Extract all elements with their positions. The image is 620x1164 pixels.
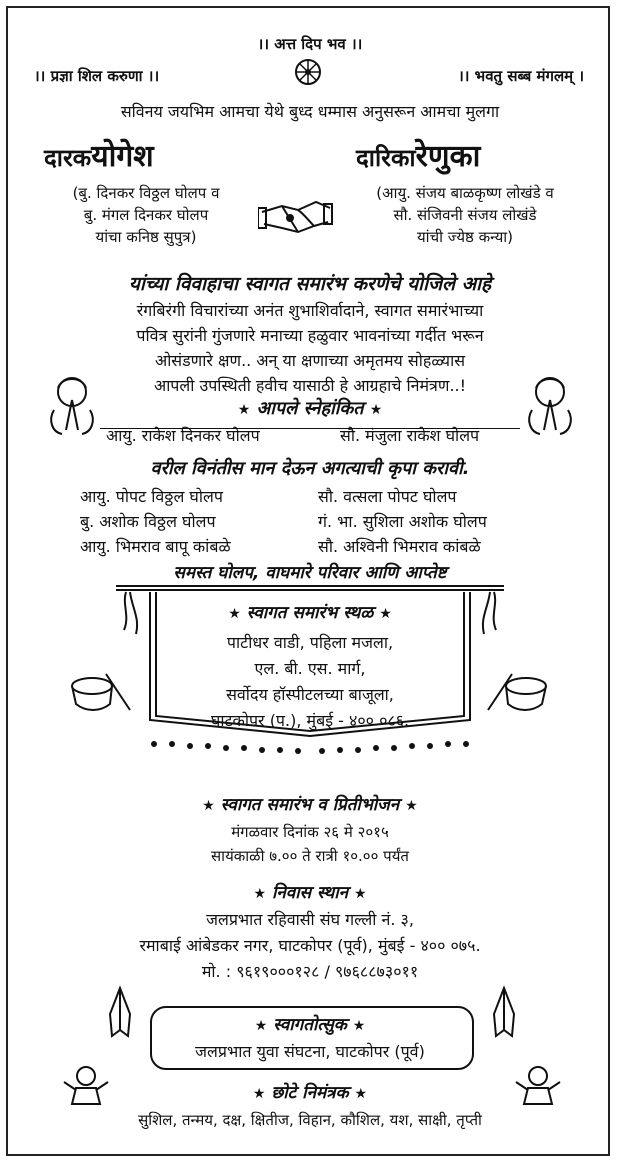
star-icon: ★ <box>252 1086 266 1102</box>
star-icon: ★ <box>353 886 367 902</box>
host-name: जलप्रभात युवा संघटना, घाटकोपर (पूर्व) <box>195 1042 425 1061</box>
star-icon: ★ <box>379 606 392 622</box>
intro-line: सविनय जयभिम आमचा येथे बुध्द धम्मास अनुसरून आमचा मुलगा <box>120 102 500 121</box>
venue-line: पाटीधर वाडी, पहिला मजला, <box>226 633 394 652</box>
request-left-column <box>80 484 231 559</box>
star-icon: ★ <box>237 402 251 418</box>
venue-line: एल. बी. एस. मार्ग, <box>254 659 366 678</box>
bride-parents <box>340 182 590 248</box>
bride-parents-line: सौ. संजिवनी संजय लोखंडे <box>393 206 537 224</box>
request-right-column <box>318 484 487 559</box>
host-heading <box>0 1012 620 1035</box>
reception-time: सायंकाळी ७.०० ते रात्री १०.०० पर्यंत <box>211 847 409 865</box>
invite-line: रंगबिरंगी विचारांच्या अनंत शुभाशिर्वादाने, स्वागत समारंभाच्या <box>136 301 484 320</box>
residence-line: जलप्रभात रहिवासी संघ गल्ली नं. ३, <box>206 910 414 929</box>
star-icon: ★ <box>228 606 241 622</box>
little-invitees-heading-text: छोटे निमंत्रक <box>271 1083 349 1103</box>
groom-parents-line: बु. मंगल दिनकर घोलप <box>83 206 209 224</box>
well-wishers-heading <box>0 396 620 420</box>
bride-title <box>356 134 480 175</box>
request-name: आयु. पोपट विठ्ठल घोलप <box>80 487 223 506</box>
reception-heading <box>0 792 620 815</box>
residence-phone: मो. : ९६१९०००१२८ / ९७६८८७३०११ <box>201 962 419 981</box>
little-invitees-heading <box>0 1080 620 1103</box>
invite-line: पवित्र सुरांनी गुंजणारे मनाच्या हळुवार भावनांच्या गर्दीत भरून <box>136 326 484 345</box>
well-wisher-right: सौ. मंजुला राकेश घोलप <box>340 426 480 445</box>
invite-line: ओसंडणारे क्षण.. अन् या क्षणाच्या अमृतमय सोहळ्यास <box>154 351 466 370</box>
right-blessing: ।। भवतु सब्ब मंगलम् । <box>458 67 584 85</box>
residence-line: रमाबाई आंबेडकर नगर, घाटकोपर (पूर्व), मुंबई - ४०० ०७५. <box>139 936 481 955</box>
request-name: गं. भा. सुशिला अशोक घोलप <box>318 512 487 531</box>
dhamma-chakra-icon <box>294 58 322 86</box>
residence-heading <box>0 880 620 903</box>
residence-heading-text: निवास स्थान <box>271 883 349 903</box>
host-heading-text: स्वागतोत्सुक <box>273 1015 347 1035</box>
bride-prefix: दारिका <box>356 143 416 172</box>
reception-date: मंगळवार दिनांक २६ मे २०१५ <box>231 823 389 841</box>
venue-heading <box>0 600 620 623</box>
star-icon: ★ <box>354 1086 368 1102</box>
drum-left-icon <box>66 664 134 716</box>
invite-line: आपली उपस्थिती हवीच यासाठी हे आग्रहाचे निमंत्रण..! <box>153 376 467 395</box>
request-heading: वरील विनंतीस मान देऊन अगत्याची कृपा करावी. <box>150 458 470 479</box>
bride-parents-line: (आयु. संजय बाळकृष्ण लोखंडे व <box>376 184 554 202</box>
center-blessing: ।। अत्त दिप भव ।। <box>257 35 363 53</box>
star-icon: ★ <box>202 798 215 814</box>
star-icon: ★ <box>405 798 418 814</box>
little-invitees-names: सुशिल, तन्मय, दक्ष, क्षितीज, विहान, कौशिल, यश, साक्षी, तृप्ती <box>138 1111 482 1129</box>
handshake-icon <box>258 192 334 242</box>
groom-title <box>44 134 154 175</box>
star-icon: ★ <box>352 1018 366 1034</box>
bride-parents-line: यांची ज्येष्ठ कन्या) <box>416 228 514 246</box>
drum-right-icon <box>484 664 552 716</box>
well-wisher-left: आयु. राकेश दिनकर घोलप <box>106 426 260 445</box>
family-line: समस्त घोलप, वाघमारे परिवार आणि आप्तेष्ट <box>173 563 447 583</box>
groom-parents-line: (बु. दिनकर विठ्ठल घोलप व <box>72 184 220 202</box>
star-icon: ★ <box>254 1018 268 1034</box>
request-name: आयु. भिमराव बापू कांबळे <box>80 537 231 556</box>
bride-name: रेणुका <box>415 139 481 174</box>
groom-parents <box>36 182 256 248</box>
left-blessing: ।। प्रज्ञा शिल करुणा ।। <box>34 67 160 85</box>
request-name: सौ. वत्सला पोपट घोलप <box>318 487 457 506</box>
groom-name: योगेश <box>91 139 154 174</box>
venue-line: घाटकोपर (प.), मुंबई - ४०० ०८६. <box>210 711 410 730</box>
venue-line: सर्वोदय हॉस्पीटलच्या बाजूला, <box>226 685 394 704</box>
well-wishers-heading-text: आपले स्नेहांकित <box>256 398 364 419</box>
star-icon: ★ <box>369 402 383 418</box>
request-name: सौ. अश्विनी भिमराव कांबळे <box>318 537 481 556</box>
request-name: बु. अशोक विठ्ठल घोलप <box>80 512 216 531</box>
groom-prefix: दारक <box>44 143 92 172</box>
venue-heading-text: स्वागत समारंभ स्थळ <box>246 603 374 623</box>
wedding-line: यांच्या विवाहाचा स्वागत समारंभ करणेचे योजिले आहे <box>128 273 492 295</box>
star-icon: ★ <box>253 886 267 902</box>
reception-heading-text: स्वागत समारंभ व प्रितीभोजन <box>220 795 400 815</box>
groom-parents-line: यांचा कनिष्ठ सुपुत्र) <box>95 228 197 246</box>
